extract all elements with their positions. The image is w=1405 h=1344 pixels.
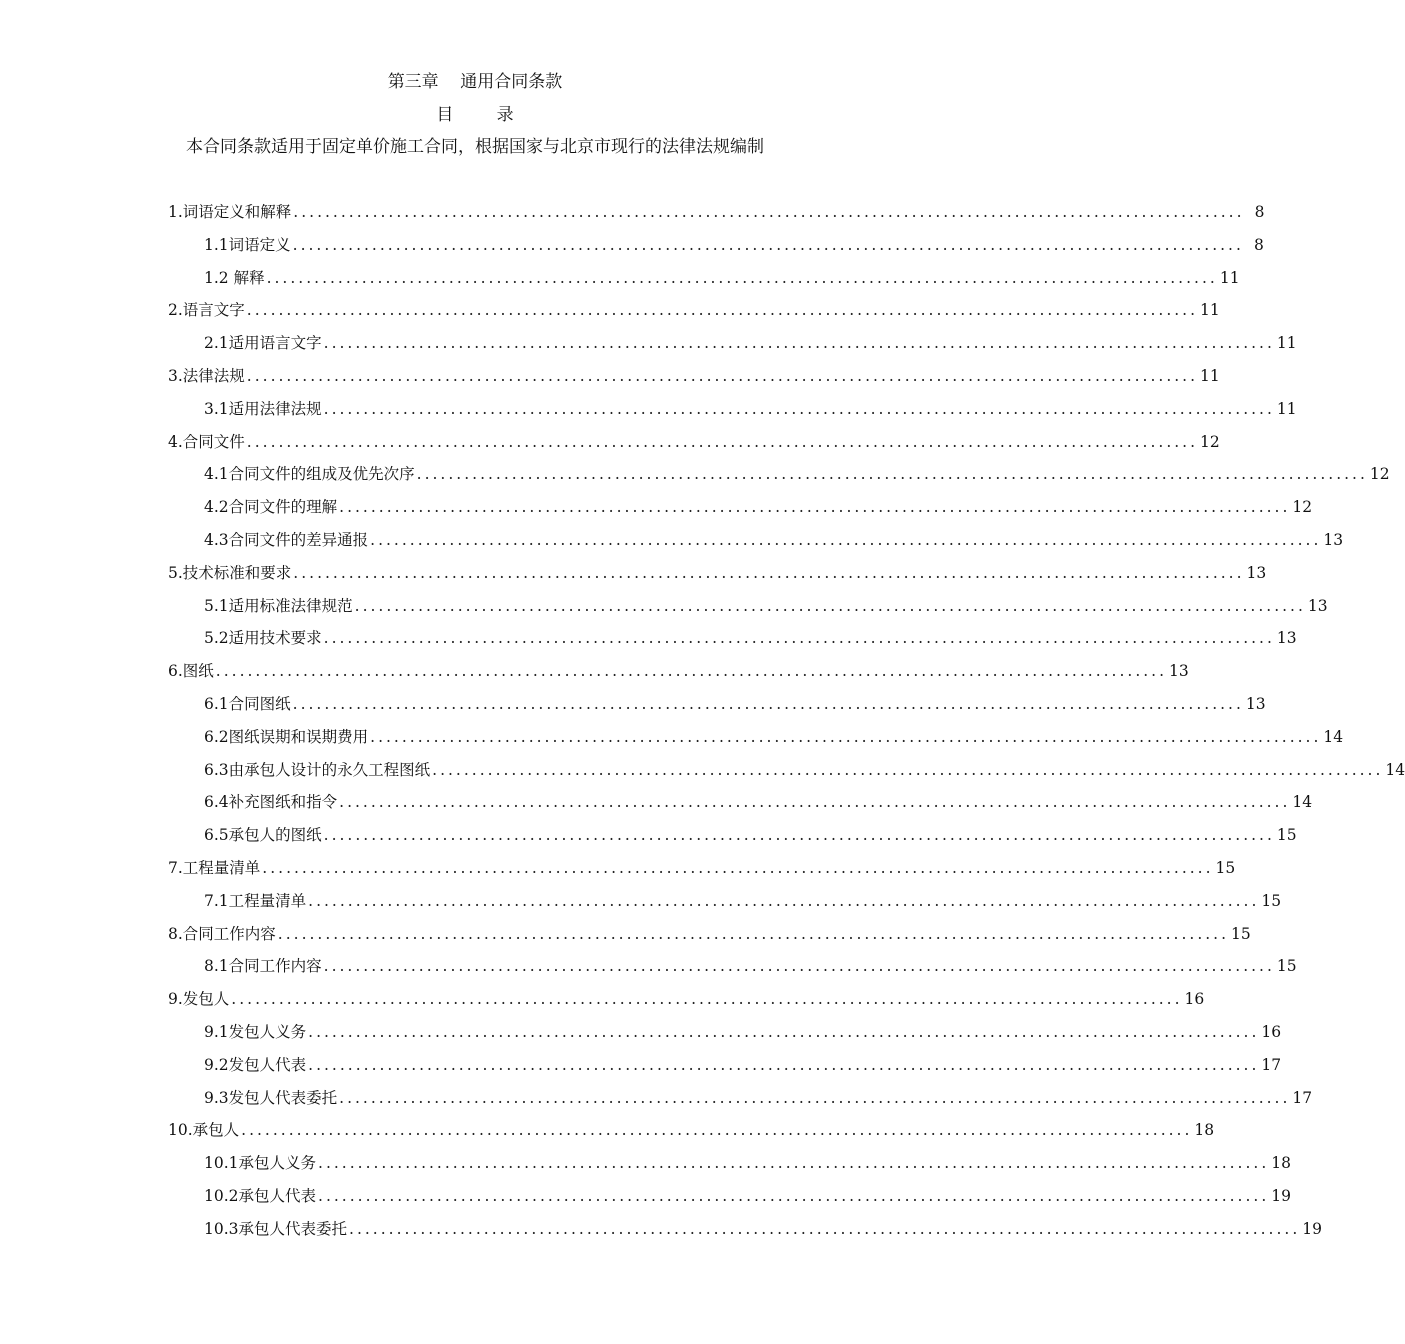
toc-entry-label: 8.1合同工作内容: [204, 957, 322, 976]
toc-dot-leader: ........................................................................................................................: [416, 465, 1368, 484]
toc-entry-label: 9.2发包人代表: [204, 1055, 307, 1074]
toc-page-number: 15: [1276, 826, 1297, 845]
toc-subsection-entry[interactable]: [168, 823, 1297, 856]
toc-entry-label: 1.1词语定义: [204, 235, 291, 254]
toc-subsection-entry[interactable]: [168, 1053, 1282, 1086]
toc-dot-leader: ........................................................................................................................: [370, 530, 1322, 549]
toc-subsection-entry[interactable]: [168, 528, 1344, 561]
toc-dot-leader: ........................................................................................................................: [266, 268, 1218, 287]
toc-dot-leader: ........................................................................................................................: [323, 957, 1275, 976]
intro-text: 本合同条款适用于固定单价施工合同，根据国家与北京市现行的法律法规编制: [186, 137, 764, 157]
toc-entry-label: 6.3由承包人设计的永久工程图纸: [204, 760, 431, 779]
toc-dot-leader: ........................................................................................................................: [323, 826, 1275, 845]
toc-page-number: 8: [1254, 235, 1264, 254]
toc-page-number: 18: [1271, 1154, 1291, 1173]
toc-page-number: 15: [1231, 924, 1251, 943]
chapter-title: 第三章 通用合同条款: [387, 72, 563, 92]
toc-entry-label: 5.2适用技术要求: [204, 629, 322, 648]
toc-page-number: 11: [1276, 399, 1297, 418]
toc-entry-label: 7.工程量清单: [168, 858, 261, 877]
toc-page-number: 12: [1292, 498, 1313, 517]
toc-page-number: 18: [1194, 1121, 1215, 1140]
toc-dot-leader: ........................................................................................................................: [246, 301, 1199, 320]
toc-section-entry[interactable]: [168, 1118, 1215, 1151]
toc-entry-label: 9.1发包人义务: [204, 1022, 307, 1041]
toc-entry-label: 4.1合同文件的组成及优先次序: [204, 465, 415, 484]
toc-entry-label: 6.图纸: [168, 662, 214, 681]
toc-dot-leader: ........................................................................................................................: [215, 662, 1168, 681]
toc-entry-label: 5.1适用标准法律规范: [204, 596, 353, 615]
toc-dot-leader: ........................................................................................................................: [246, 432, 1199, 451]
toc-subsection-entry[interactable]: [168, 1020, 1282, 1053]
toc-dot-leader: ........................................................................................................................: [323, 334, 1275, 353]
toc-page-number: 13: [1307, 596, 1328, 615]
toc-entry-label: 8.合同工作内容: [168, 924, 276, 943]
toc-section-entry[interactable]: [168, 659, 1189, 692]
toc-entry-label: 2.语言文字: [168, 301, 245, 320]
toc-section-entry[interactable]: [168, 856, 1236, 889]
toc-entry-label: 4.合同文件: [168, 432, 245, 451]
toc-page-number: 19: [1302, 1219, 1322, 1238]
toc-page-number: 11: [1219, 268, 1240, 287]
toc-entry-label: 1.词语定义和解释: [168, 203, 292, 221]
toc-dot-leader: ........................................................................................................................: [231, 990, 1183, 1009]
toc-page-number: 13: [1246, 563, 1267, 582]
toc-dot-leader: ........................................................................................................................: [292, 694, 1244, 713]
toc-page-number: 15: [1276, 957, 1297, 976]
toc-subsection-entry[interactable]: [168, 1217, 1322, 1250]
toc-section-entry[interactable]: [168, 922, 1251, 955]
toc-entry-label: 6.2图纸误期和误期费用: [204, 727, 369, 746]
toc-page-number: 8: [1254, 203, 1265, 221]
toc-entry-label: 3.1适用法律法规: [204, 399, 322, 418]
toc-page-number: 13: [1169, 662, 1189, 681]
toc-section-entry[interactable]: [168, 561, 1267, 594]
toc-entry-label: 6.4补充图纸和指令: [204, 793, 338, 812]
toc-dot-leader: ........................................................................................................................: [293, 203, 1245, 221]
toc-entry-label: 10.3承包人代表委托: [204, 1219, 348, 1238]
toc-page-number: 14: [1385, 760, 1405, 779]
toc-page-number: 12: [1200, 432, 1220, 451]
toc-section-entry[interactable]: [168, 364, 1220, 397]
toc-entry-label: 4.2合同文件的理解: [204, 498, 338, 517]
toc-entry-label: 4.3合同文件的差异通报: [204, 530, 369, 549]
toc-dot-leader: ........................................................................................................................: [323, 629, 1275, 648]
toc-page-number: 13: [1323, 530, 1344, 549]
toc-subsection-entry[interactable]: [168, 1086, 1313, 1119]
toc-subsection-entry[interactable]: [168, 692, 1266, 725]
toc-dot-leader: ........................................................................................................................: [339, 1088, 1291, 1107]
toc-dot-leader: ........................................................................................................................: [262, 858, 1214, 877]
toc-dot-leader: ........................................................................................................................: [241, 1121, 1193, 1140]
toc-page-number: 13: [1276, 629, 1297, 648]
toc-subsection-entry[interactable]: [168, 495, 1313, 528]
toc-entry-label: 3.法律法规: [168, 366, 245, 385]
toc-section-entry[interactable]: [168, 200, 1265, 233]
toc-page-number: 11: [1276, 334, 1297, 353]
toc-subsection-entry[interactable]: [168, 331, 1297, 364]
toc-dot-leader: ........................................................................................................................: [339, 793, 1291, 812]
toc-subsection-entry[interactable]: [168, 462, 1390, 495]
toc-page-number: 16: [1261, 1022, 1282, 1041]
toc-page-number: 16: [1184, 990, 1205, 1009]
toc-dot-leader: ........................................................................................................................: [323, 399, 1275, 418]
toc-dot-leader: ........................................................................................................................: [370, 727, 1322, 746]
toc-dot-leader: ........................................................................................................................: [308, 1022, 1260, 1041]
toc-subsection-entry[interactable]: [168, 889, 1282, 922]
toc-entry-label: 7.1工程量清单: [204, 891, 307, 910]
toc-page-number: 13: [1245, 694, 1266, 713]
toc-page-number: 12: [1369, 465, 1390, 484]
toc-subsection-entry[interactable]: [168, 266, 1240, 299]
toc-subsection-entry[interactable]: [168, 594, 1328, 627]
toc-entry-label: 10.2承包人代表: [204, 1186, 317, 1205]
toc-entry-label: 6.1合同图纸: [204, 694, 291, 713]
toc-page-number: 14: [1323, 727, 1344, 746]
toc-entry-label: 5.技术标准和要求: [168, 563, 292, 582]
toc-entry-label: 10.承包人: [168, 1121, 240, 1140]
toc-page-number: 11: [1200, 301, 1220, 320]
toc-entry-label: 6.5承包人的图纸: [204, 826, 322, 845]
toc-dot-leader: ........................................................................................................................: [246, 366, 1199, 385]
toc-page-number: 11: [1200, 366, 1220, 385]
toc-section-entry[interactable]: [168, 987, 1205, 1020]
toc-subsection-entry[interactable]: [168, 397, 1297, 430]
toc-subsection-entry[interactable]: [168, 725, 1344, 758]
toc-dot-leader: ........................................................................................................................: [293, 563, 1245, 582]
toc-subsection-entry[interactable]: [168, 233, 1264, 266]
toc-dot-leader: ........................................................................................................................: [432, 760, 1384, 779]
toc-dot-leader: ........................................................................................................................: [292, 235, 1244, 254]
toc-dot-leader: ........................................................................................................................: [318, 1186, 1270, 1205]
toc-page-number: 15: [1261, 891, 1282, 910]
toc-subsection-entry[interactable]: [168, 954, 1297, 987]
toc-dot-leader: ........................................................................................................................: [318, 1154, 1270, 1173]
toc-entry-label: 9.发包人: [168, 990, 230, 1009]
toc-page-number: 14: [1292, 793, 1313, 812]
table-of-contents: [168, 200, 1405, 1250]
toc-section-entry[interactable]: [168, 430, 1220, 463]
toc-dot-leader: ........................................................................................................................: [339, 498, 1291, 517]
toc-section-entry[interactable]: [168, 298, 1220, 331]
toc-dot-leader: ........................................................................................................................: [354, 596, 1306, 615]
toc-entry-label: 9.3发包人代表委托: [204, 1088, 338, 1107]
contents-heading: 目 录: [436, 105, 514, 125]
toc-dot-leader: ........................................................................................................................: [349, 1219, 1301, 1238]
toc-dot-leader: ........................................................................................................................: [277, 924, 1230, 943]
toc-entry-label: 10.1承包人义务: [204, 1154, 317, 1173]
toc-page-number: 17: [1292, 1088, 1313, 1107]
toc-dot-leader: ........................................................................................................................: [308, 1055, 1260, 1074]
toc-subsection-entry[interactable]: [168, 758, 1405, 791]
toc-page-number: 15: [1215, 858, 1236, 877]
toc-entry-label: 2.1适用语言文字: [204, 334, 322, 353]
toc-subsection-entry[interactable]: [168, 790, 1313, 823]
toc-subsection-entry[interactable]: [168, 1184, 1291, 1217]
toc-page-number: 17: [1261, 1055, 1282, 1074]
toc-subsection-entry[interactable]: [168, 626, 1297, 659]
toc-entry-label: 1.2 解释: [204, 268, 265, 287]
toc-page-number: 19: [1271, 1186, 1291, 1205]
toc-subsection-entry[interactable]: [168, 1151, 1291, 1184]
toc-dot-leader: ........................................................................................................................: [308, 891, 1260, 910]
